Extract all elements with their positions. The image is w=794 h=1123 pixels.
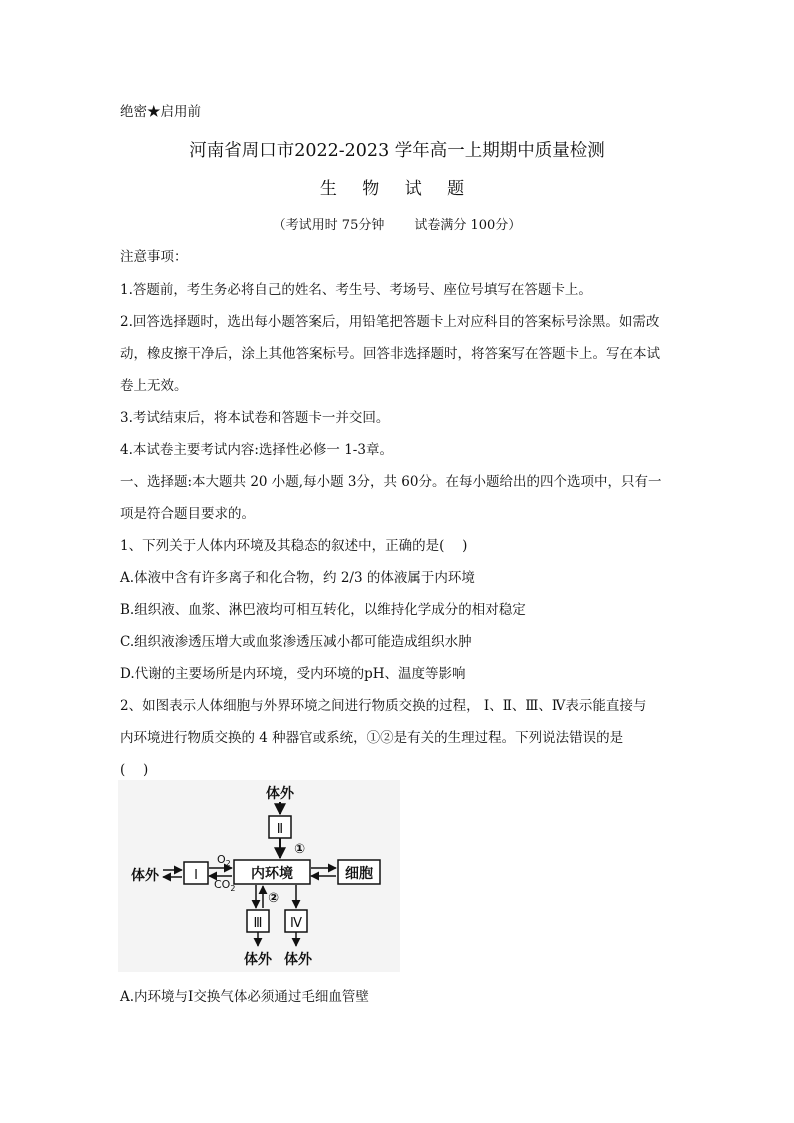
exchange-diagram — [118, 780, 400, 972]
question-1-option-b: B.组织液、血浆、淋巴液均可相互转化，以维持化学成分的相对稳定 — [120, 602, 526, 618]
o2-subscript: 2 — [225, 859, 231, 868]
exam-meta — [0, 217, 794, 235]
question-1-option-a: A.体液中含有许多离子和化合物，约 2/3 的体液属于内环境 — [120, 570, 475, 586]
outside-bottom-left-label: 体外 — [244, 952, 272, 968]
box-iii-label: Ⅲ — [253, 916, 263, 931]
o2-text: O — [217, 853, 226, 866]
section-heading: 一、选择题:本大题共 20 小题,每小题 3分，共 60分。在每小题给出的四个选项中，只有一 — [120, 474, 662, 490]
question-2-answer-bracket: ( ) — [120, 762, 149, 778]
process-1-label: ① — [294, 842, 306, 857]
note-item: 3.考试结束后，将本试卷和答题卡一并交回。 — [120, 410, 390, 426]
outside-top-label: 体外 — [266, 786, 294, 802]
box-iv-label: Ⅳ — [290, 916, 302, 931]
exam-title: 河南省周口市2022-2023 学年高一上期期中质量检测 — [189, 141, 605, 161]
secret-label: 绝密★启用前 — [120, 104, 201, 120]
exam-score: 试卷满分 100分） — [414, 218, 522, 233]
box-ii-label: Ⅱ — [276, 822, 284, 837]
outside-left-label: 体外 — [131, 868, 159, 884]
co2-subscript: 2 — [230, 884, 236, 893]
note-item: 2.回答选择题时，选出每小题答案后，用铅笔把答题卡上对应科目的答案标号涂黑。如需改 — [120, 314, 660, 330]
note-item: 卷上无效。 — [120, 378, 188, 394]
outside-bottom-right-label: 体外 — [284, 952, 312, 968]
question-1-option-c: C.组织液渗透压增大或血浆渗透压减小都可能造成组织水肿 — [120, 634, 472, 650]
notes-heading: 注意事项： — [120, 249, 188, 265]
note-item: 4.本试卷主要考试内容:选择性必修一 1-3章。 — [120, 442, 393, 458]
co2-text: CO — [214, 878, 231, 891]
box-i-label: Ⅰ — [194, 868, 198, 883]
question-2-stem-cont: 内环境进行物质交换的 4 种器官或系统，①②是有关的生理过程。下列说法错误的是 — [120, 730, 624, 746]
note-item: 动，橡皮擦干净后，涂上其他答案标号。回答非选择题时，将答案写在答题卡上。写在本试 — [120, 346, 660, 362]
process-2-label: ② — [268, 891, 280, 906]
question-1-option-d: D.代谢的主要场所是内环境，受内环境的pH、温度等影响 — [120, 666, 466, 682]
note-item: 1.答题前，考生务必将自己的姓名、考生号、考场号、座位号填写在答题卡上。 — [120, 282, 592, 298]
question-2-stem: 2、如图表示人体细胞与外界环境之间进行物质交换的过程， Ⅰ、Ⅱ、Ⅲ、Ⅳ表示能直接与 — [120, 698, 647, 714]
cell-label: 细胞 — [345, 866, 373, 882]
exam-time: （考试用时 75分钟 — [272, 218, 385, 233]
question-1-stem: 1、下列关于人体内环境及其稳态的叙述中，正确的是( ) — [120, 538, 468, 554]
question-2-option-a: A.内环境与Ⅰ交换气体必须通过毛细血管壁 — [120, 989, 369, 1005]
section-heading-cont: 项是符合题目要求的。 — [120, 506, 255, 522]
subject-title: 生 物 试 题 — [319, 179, 475, 199]
inner-environment-label: 内环境 — [251, 866, 293, 882]
